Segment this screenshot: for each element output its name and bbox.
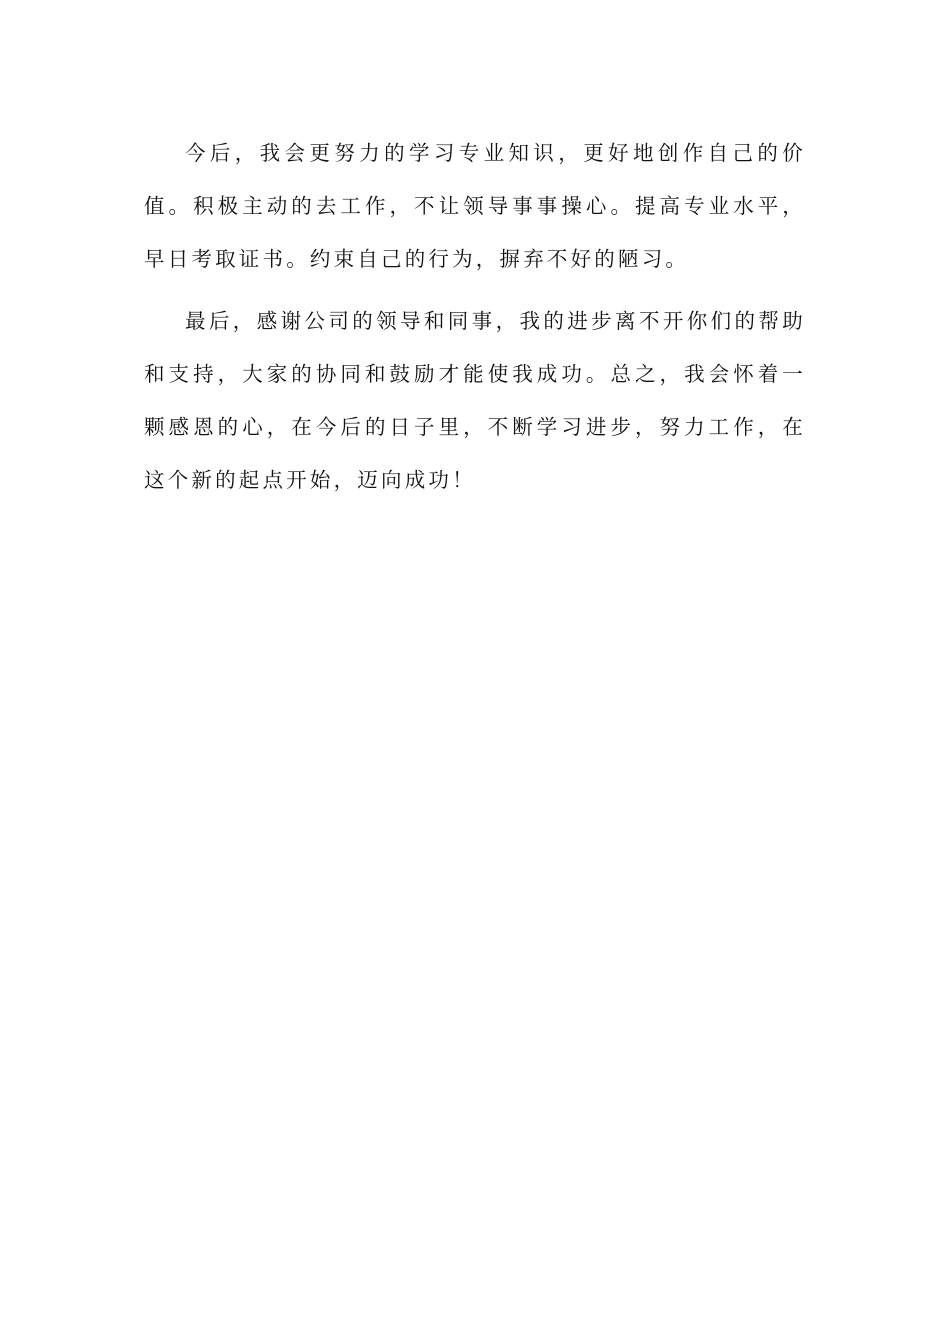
paragraph-thanks: 最后，感谢公司的领导和同事，我的进步离不开你们的帮助和支持，大家的协同和鼓励才能使我成功。总之，我会怀着一颗感恩的心，在今后的日子里，不断学习进步，努力工作，在这个新的起点开始，迈向成功！ bbox=[144, 309, 806, 492]
document-body bbox=[144, 127, 806, 516]
paragraph-future-plans: 今后，我会更努力的学习专业知识，更好地创作自己的价值。积极主动的去工作，不让领导事事操心。提高专业水平，早日考取证书。约束自己的行为，摒弃不好的陋习。 bbox=[144, 141, 806, 271]
